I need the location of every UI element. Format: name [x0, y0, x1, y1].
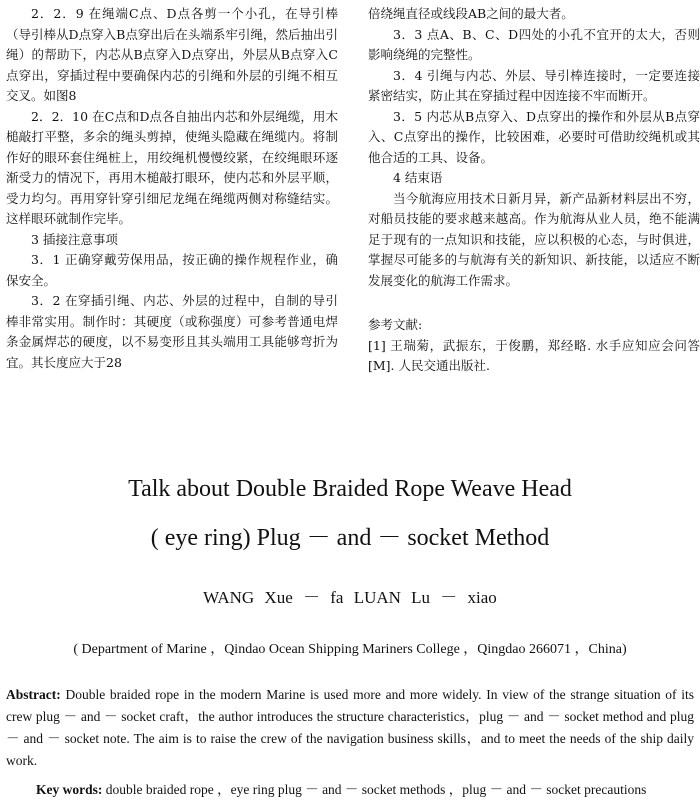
reference-item: [1] 王瑞菊，武振东，于俊鹏，郑经略. 水手应知应会问答[M]. 人民交通出版社. [368, 337, 700, 373]
affiliation: ( Department of Marine ，Qindao Ocean Shipping Mariners College ，Qingdao 266071 ，China) [73, 642, 627, 657]
right-column [368, 4, 700, 377]
english-title-line-2: ( eye ring) Plug － and － socket Method [150, 525, 550, 551]
keywords-label: Key words: [36, 782, 103, 797]
section-2-2-9: 2．2．9 在绳端C点、D点各剪一个小孔，在导引棒（导引棒从D点穿入B点穿出后在头端系牢引绳，然后抽出引绳）的帮助下，内芯从B点穿入D点穿出，外层从B点穿入C点穿出，穿插过程中要确保内芯的引绳和外层的引绳不相互交叉。如图8 [6, 6, 338, 103]
section-3-2-continued: 倍绕绳直径或线段AB之间的最大者。 [368, 6, 574, 21]
left-column [6, 4, 338, 373]
section-3-2: 3．2 在穿插引绳、内芯、外层的过程中，自制的导引棒非常实用。制作时：其硬度（或称强度）可参考普通电焊条金属焊芯的硬度，以不易变形且其头端用工具能够弯折为宜。其长度应大于28 [6, 293, 338, 370]
abstract-text: Double braided rope in the modern Marine is used more and more widely. In view of the strange situation of its crew plug － and － socket craft，the author introduces the structure characteristics，plug － and － socket method and plug － and － socket note. The aim is to raise the crew of the navigation business skills，and to meet the needs of the ship daily work. [6, 687, 695, 768]
section-3-5: 3．5 内芯从B点穿入、D点穿出的操作和外层从B点穿入、C点穿出的操作，比较困难，必要时可借助绞绳机或其他合适的工具、设备。 [368, 108, 700, 165]
authors: WANG Xue － fa LUAN Lu － xiao [203, 588, 497, 607]
section-2-2-10: 2．2．10 在C点和D点各自抽出内芯和外层绳缆，用木槌敲打平整，多余的绳头剪掉，使绳头隐藏在绳缆内。将制作好的眼环套住绳桩上，用绞绳机慢慢绞紧，在绞绳眼环逐渐受力的情况下，再用木槌敲打眼环，使内芯和外层平顺，受力均匀。再用穿针穿引细尼龙绳在绳缆两侧对称缝结实。这样眼环就制作完毕。 [6, 108, 338, 226]
keywords-text: double braided rope ，eye ring plug － and － socket methods ，plug － and － socket precautions [105, 782, 647, 797]
keywords [36, 778, 696, 798]
abstract [6, 684, 694, 772]
section-3-3: 3．3 点A、B、C、D四处的小孔不宜开的太大，否则影响绕绳的完整性。 [368, 26, 700, 62]
section-3-heading: 3 插接注意事项 [31, 231, 118, 247]
english-title-line-1: Talk about Double Braided Rope Weave Head [128, 476, 572, 502]
section-3-4: 3．4 引绳与内芯、外层、导引棒连接时，一定要连接紧密结实，防止其在穿插过程中因连接不牢而断开。 [368, 67, 700, 103]
section-4-heading: 4 结束语 [393, 170, 443, 185]
conclusion-paragraph: 当今航海应用技术日新月异，新产品新材料层出不穷，对船员技能的要求越来越高。作为航海从业人员，绝不能满足于现有的一点知识和技能，应以积极的心态，与时俱进，掌握尽可能多的与航海有关的新知识、新技能，以适应不断发展变化的航海工作需求。 [368, 190, 700, 288]
section-3-1: 3．1 正确穿戴劳保用品，按正确的操作规程作业，确保安全。 [6, 252, 338, 288]
references-title: 参考文献: [368, 317, 423, 332]
abstract-label: Abstract: [6, 687, 61, 702]
